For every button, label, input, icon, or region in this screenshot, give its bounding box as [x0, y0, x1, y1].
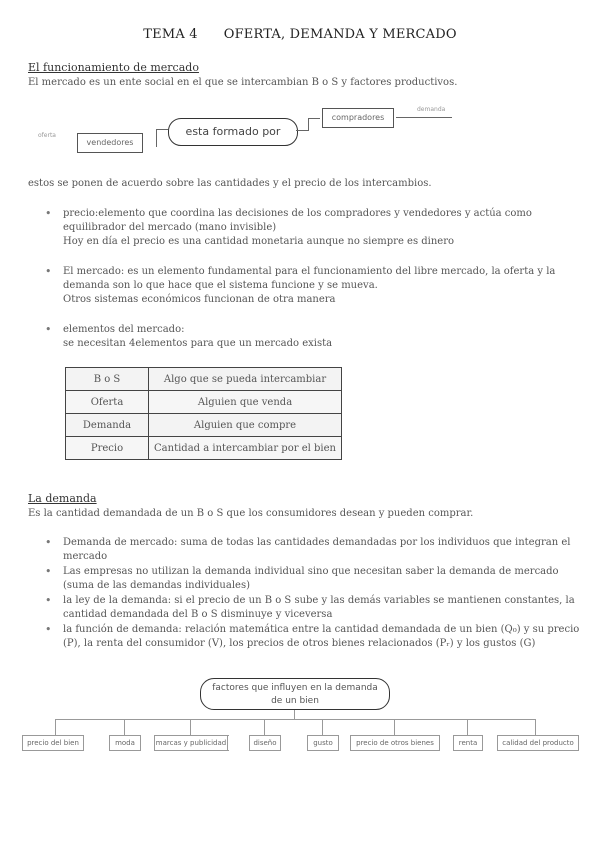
list-item: • Demanda de mercado: suma de todas las cantidades demandadas por los individuos que integran el mercado — [63, 536, 583, 564]
oferta-label: oferta — [38, 132, 56, 139]
factor-diseno: diseño — [249, 735, 281, 751]
factors-diagram — [0, 676, 600, 756]
list-item: • la función de demanda: relación matemática entre la cantidad demandada de un bien (Q₀) y su precio (P), la renta del consumidor (V), los precios de otros bienes relacionados (Pᵣ) y los gustos (G) — [63, 623, 583, 651]
tema-title: OFERTA, DEMANDA Y MERCADO — [223, 27, 457, 42]
connector — [156, 129, 157, 147]
section-intro-mercado: El mercado es un ente social en el que se intercambian B o S y factores productivos. — [28, 77, 458, 88]
connector — [264, 719, 265, 735]
connector — [535, 719, 536, 735]
table-row: B o S Algo que se pueda intercambiar — [66, 368, 342, 391]
connector — [396, 117, 452, 118]
factor-gusto: gusto — [307, 735, 339, 751]
factor-precio-otros-bienes: precio de otros bienes — [350, 735, 440, 751]
agreement-text: estos se ponen de acuerdo sobre las cantidades y el precio de los intercambios. — [28, 178, 432, 189]
list-item: • El mercado: es un elemento fundamental para el funcionamiento del libre mercado, la oferta y la demanda son lo que hace que el sistema funcione y se mueva. Otros sistemas económicos funcionan de otra manera — [63, 265, 583, 307]
tema-number: TEMA 4 — [143, 27, 198, 42]
connector — [55, 719, 535, 720]
factor-moda: moda — [109, 735, 141, 751]
connector — [156, 129, 168, 130]
connector — [296, 130, 308, 131]
factors-root: factores que influyen en la demanda de un bien — [200, 678, 390, 710]
center-concept: esta formado por — [168, 118, 298, 146]
table-row: Precio Cantidad a intercambiar por el bien — [66, 437, 342, 460]
table-row: Oferta Alguien que venda — [66, 391, 342, 414]
factor-renta: renta — [453, 735, 483, 751]
connector — [190, 719, 191, 735]
demanda-bullets — [63, 536, 583, 651]
factor-marcas-publicidad: marcas y publicidad — [154, 735, 228, 751]
section-intro-demanda: Es la cantidad demandada de un B o S que los consumidores desean y pueden comprar. — [28, 508, 474, 519]
page-title — [0, 27, 600, 42]
factor-precio-del-bien: precio del bien — [22, 735, 84, 751]
vendedores-box: vendedores — [77, 133, 143, 153]
connector — [467, 719, 468, 735]
market-elements-table — [65, 367, 342, 460]
connector — [322, 719, 323, 735]
factor-calidad-producto: calidad del producto — [497, 735, 579, 751]
section-heading-demanda: La demanda — [28, 492, 97, 505]
compradores-box: compradores — [322, 108, 394, 128]
connector — [294, 710, 295, 719]
market-diagram — [0, 100, 600, 170]
connector — [308, 118, 320, 119]
section-heading-mercado: El funcionamiento de mercado — [28, 61, 199, 74]
list-item: • elementos del mercado: se necesitan 4elementos para que un mercado exista — [63, 323, 583, 351]
demanda-label: demanda — [417, 106, 446, 113]
list-item: • precio:elemento que coordina las decisiones de los compradores y vendedores y actúa como equilibrador del mercado (mano invisible) Hoy en día el precio es una cantidad monetaria aunque no siempre es dinero — [63, 207, 583, 249]
connector — [308, 118, 309, 131]
list-item: • Las empresas no utilizan la demanda individual sino que necesitan saber la demanda de mercado (suma de las demandas individuales) — [63, 565, 583, 593]
connector — [55, 719, 56, 735]
connector — [124, 719, 125, 735]
table-row: Demanda Alguien que compre — [66, 414, 342, 437]
connector — [394, 719, 395, 735]
list-item: • la ley de la demanda: si el precio de un B o S sube y las demás variables se mantienen constantes, la cantidad demandada del B o S disminuye y viceversa — [63, 594, 583, 622]
mercado-bullets — [63, 207, 583, 351]
